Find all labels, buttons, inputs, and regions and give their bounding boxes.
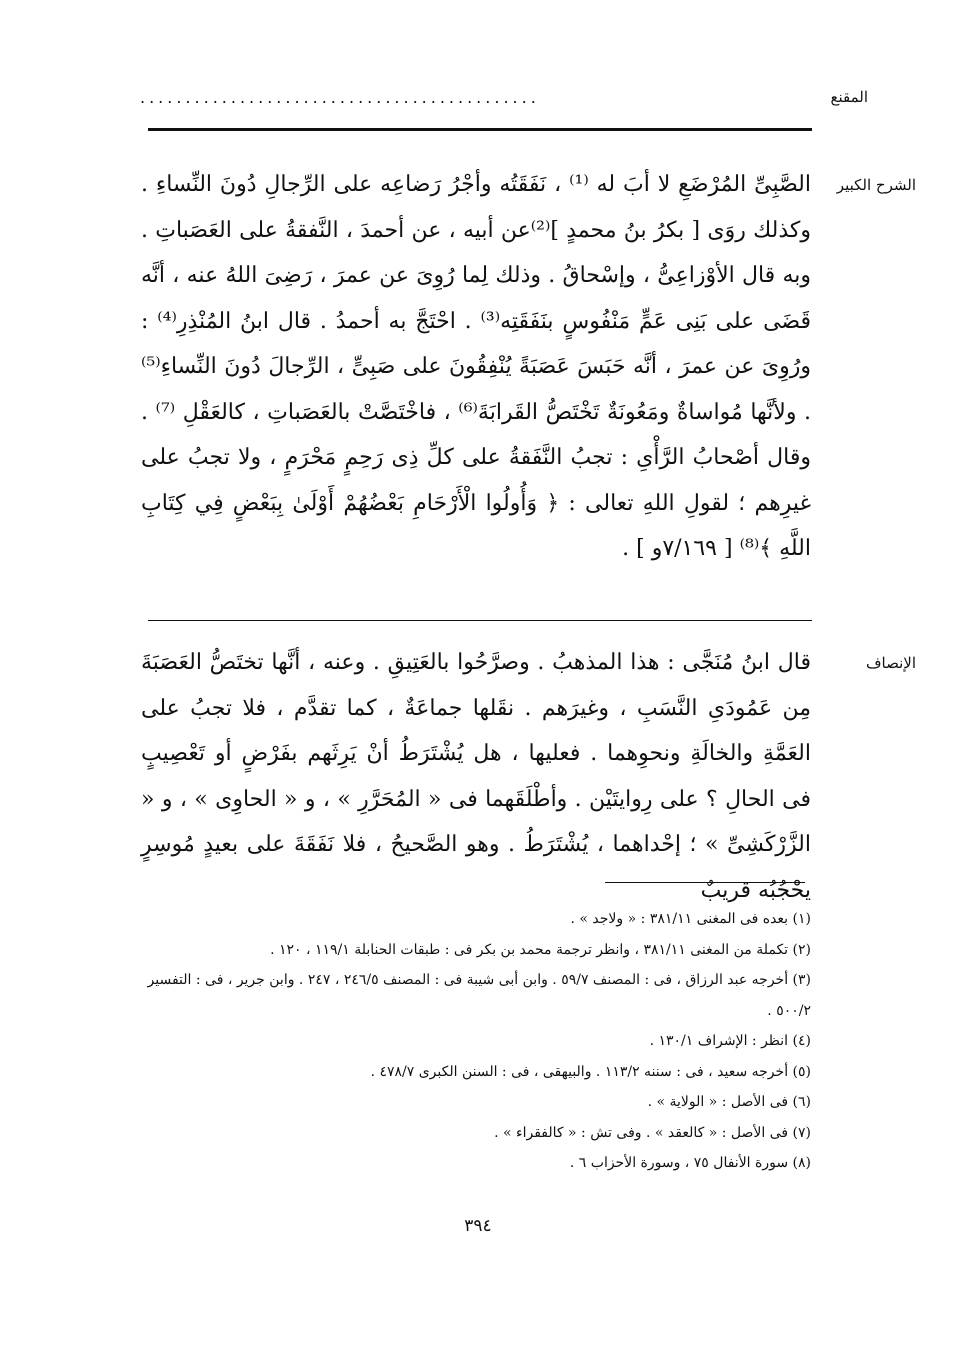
section-label-insaf: الإنصاف [865, 654, 916, 672]
footnote-2: (٢) تكملة من المغنى ٣٨١/١١ ، وانظر ترجمة محمد بن بكر فى : طبقات الحنابلة ١١٩/١ ، ١٢٠ . [270, 941, 811, 958]
header-rule [148, 128, 812, 131]
section-divider [148, 620, 812, 621]
footnote-1: (١) بعده فى المغنى ٣٨١/١١ : « ولاجد » . [570, 911, 811, 927]
footnote-3: (٣) أخرجه عبد الرزاق ، فى : المصنف ٥٩/٧ . وابن أبى شيبة فى : المصنف ٢٤٦/٥ ، ٢٤٧ . وابن جرير ، فى : التفسير ٥٠٠/٢ . [147, 972, 811, 1019]
section-label-sharh: الشرح الكبير [836, 176, 916, 194]
footnote-rule [605, 882, 805, 883]
page-number: ٣٩٤ [464, 1216, 492, 1236]
footnote-5: (٥) أخرجه سعيد ، فى : سننه ١١٣/٢ . والبيهقى ، فى : السنن الكبرى ٤٧٨/٧ . [370, 1063, 811, 1080]
sharh-paragraph: الصَّبِىِّ المُرْضَعِ لا أبَ له ⁽¹⁾ ، نَفَقَتُه وأجْرُ رَضاعِه على الرِّجالِ دُونَ النِّساءِ . وكذلك روَى [ بكرُ بنُ محمدٍ ]⁽²⁾عن أبيه ، عن أحمدَ ، النَّفقةُ على العَصَباتِ . وبه قال الأوْزاعِىُّ ، وإسْحاقُ . وذلك لِما رُوِىَ عن عمرَ ، رَضِىَ اللهُ عنه ، أنَّه قَضَى على بَنِى عَمٍّ مَنْفُوسٍ بنَفَقَتِه⁽³⁾ . احْتَجَّ به أحمدُ . قال ابنُ المُنْذِرِ⁽⁴⁾ : ورُوِىَ عن عمرَ ، أنَّه حَبَسَ عَصَبَةً يُنْفِقُونَ على صَبِىٍّ ، الرِّجالَ دُونَ النِّساءِ⁽⁵⁾ . ولأنَّها مُواساةٌ ومَعُونَةٌ تَخْتَصُّ القَرابَةَ⁽⁶⁾ ، فاخْتَصَّتْ بالعَصَباتِ ، كالعَقْلِ ⁽⁷⁾ . وقال أصْحابُ الرَّأْىِ : تجبُ النَّفَقةُ على كلِّ ذِى رَحِمٍ مَحْرَمٍ ، ولا تجبُ على غيرِهم ؛ لقولِ اللهِ تعالى : ﴿ وَأُولُوا الْأَرْحَامِ بَعْضُهُمْ أَوْلَىٰ بِبَعْضٍ فِي كِتَابِ اللَّهِ ﴾⁽⁸⁾ [ ٧/١٦٩و ] . [141, 172, 812, 561]
insaf-paragraph: قال ابنُ مُنَجَّى : هذا المذهبُ . وصرَّحُوا بالعَتِيقِ . وعنه ، أنَّها تختَصُّ العَصَبَةَ مِن عَمُودَىِ النَّسَبِ ، وغيرَهم . نقَلها جماعَةٌ ، كما تقدَّم ، فلا تجبُ على العَمَّةِ والخالَةِ ونحوِهما . فعليها ، هل يُشْتَرَطُ أنْ يَرِثَهم بفَرْضٍ أو تَعْصِيبٍ فى الحالِ ؟ على رِوايتَيْن . وأطْلَقَهما فى « المُحَرَّرِ » ، و « الحاوِى » ، و « الزَّرْكَشِىِّ » ؛ إحْداهما ، يُشْتَرَطُ . وهو الصَّحيحُ ، فلا نَفَقَةَ على بعيدٍ مُوسِرٍ يحْجُبُه قريبٌ [141, 650, 811, 903]
header-dotted-leader: ............................................ [140, 88, 540, 107]
running-header-title: المقنع [830, 88, 868, 106]
insaf-text [141, 640, 811, 903]
sharh-text [141, 162, 811, 612]
footnote-7: (٧) فى الأصل : « كالعقد » . وفى تش : « كالفقراء » . [494, 1124, 811, 1141]
footnote-8: (٨) سورة الأنفال ٧٥ ، وسورة الأحزاب ٦ . [569, 1155, 811, 1171]
footnote-4: (٤) انظر : الإشراف ١٣٠/١ . [649, 1033, 811, 1049]
footnotes [141, 904, 811, 1179]
footnote-6: (٦) فى الأصل : « الولاية » . [647, 1094, 811, 1110]
